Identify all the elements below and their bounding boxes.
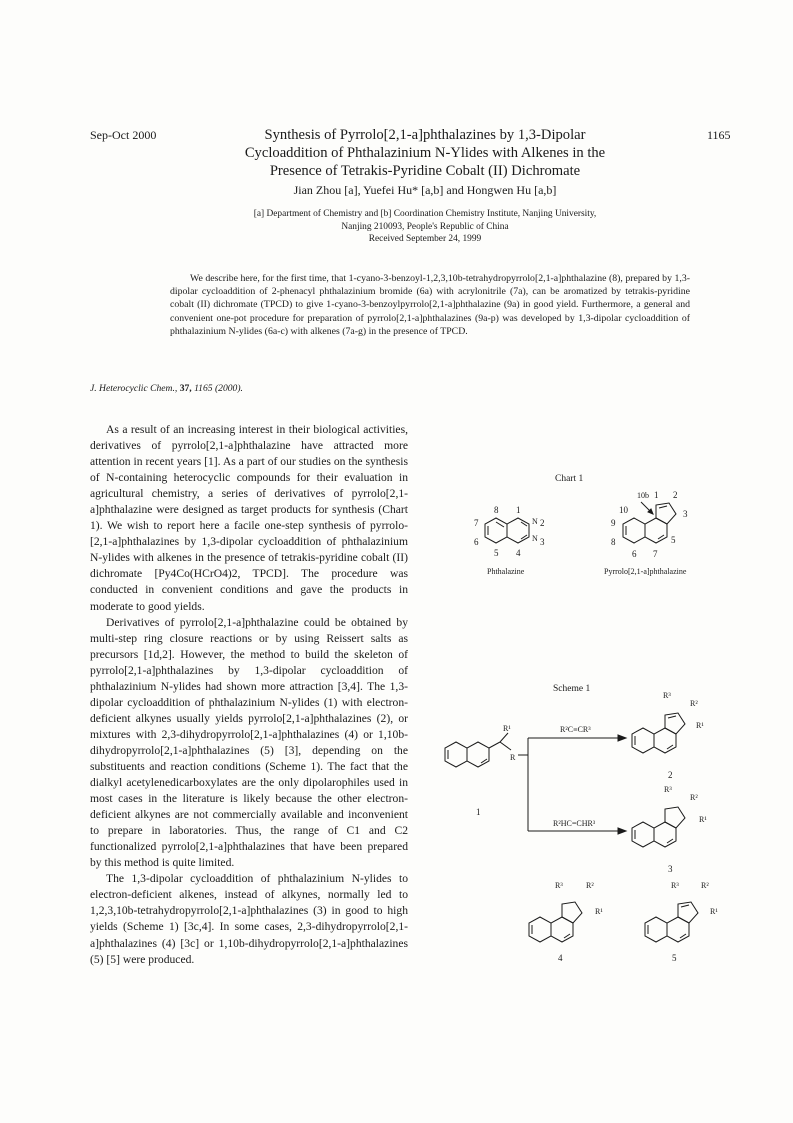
product-3-r3: R³	[664, 785, 672, 794]
pyrrolo-num-6: 7	[653, 549, 658, 559]
product-5-structure	[645, 902, 698, 942]
body-paragraph-2: Derivatives of pyrrolo[2,1-a]phthalazine could be obtained by multi-step ring closure reactions or by using Reissert salts as precursors [1d,2]. However, the method to build the skeleton of pyrrolo[2,1-a]phthalazines by 1,3-dipolar cycloaddition of phthalazinium N-ylides had shown more attraction [3,4]. The 1,3-dipolar cycloaddition of phthalazinium N-ylides (1) with electron-deficient alkynes usually yields pyrrolo[2,1-a]phthalazines (2), or mixtures with 2,3-dihydropyrrolo[2,1-a]phthalazines (4) or 1,10b-dihydropyrrolo[2,1-a]phthalazines (5) [3], depending on the substituents and reaction conditions (Scheme 1). The fact that the dialkyl acetylenedicarboxylates are the only dipolarophiles used in most cases in the literature is likely because the other electron-deficient alkynes are not commercially available and inconvenient to prepare in laboratories. Thus, the range of C1 and C2 functionalized pyrrolo[2,1-a]phthalazines that have been prepared by this method is quite limited.	[90, 615, 408, 870]
pyrrolo-num-8: 8	[611, 537, 616, 547]
phthalazine-name: Phthalazine	[487, 567, 525, 576]
phthalazine-n3: N	[532, 534, 538, 543]
phthalazine-num-8: 8	[494, 505, 499, 515]
compound-label-1: 1	[476, 807, 481, 817]
compound-label-5: 5	[672, 953, 677, 963]
citation-volume: 37,	[179, 383, 192, 394]
phthalazine-n2: N	[532, 517, 538, 526]
abstract: We describe here, for the first time, that 1-cyano-3-benzoyl-1,2,3,10b-tetrahydropyrrolo[2,1-a]phthalazine (8), prepared by 1,3-dipolar cycloaddition of 2-phenacyl phthalazinium bromide (6a) with acrylonitrile (7a), can be aromatized by tetrakis-pyridine cobalt (II) dichromate (TPCD) to give 1-cyano-3-benzoylpyrrolo[2,1-a]phthalazine (9a) in good yield. Furthermore, a general and convenient one-pot procedure for preparation of pyrrolo[2,1-a]phthalazines (9a-p) was developed by 1,3-dipolar cycloaddition of phthalazinium N-ylides (6a-c) with alkenes (7a-g) in the presence of TPCD.	[170, 273, 690, 337]
body-paragraph-3: The 1,3-dipolar cycloaddition of phthalazinium N-ylides to electron-deficient alkenes, instead of alkynes, normally led to 1,2,3,10b-tetrahydropyrrolo[2,1-a]phthalazines (3) in good to high yields (Scheme 1) [3c,4]. In some cases, 2,3-dihydropyrrolo[2,1-a]phthalazines (4) [3c] or 1,10b-dihydropyrrolo[2,1-a]phthalazines (5) [5] were produced.	[90, 872, 408, 966]
reagent-alkyne: R²C≡CR³	[560, 725, 591, 734]
chart-title: Chart 1	[555, 474, 584, 484]
pyrrolo-num-1: 1	[654, 490, 659, 500]
page-number: 1165	[707, 128, 731, 142]
ylide-sub-r: R	[510, 753, 516, 762]
title-line-2: Cycloaddition of Phthalazinium N-Ylides with Alkenes in the	[244, 145, 606, 161]
pyrrolophthalazine-structure	[623, 502, 676, 543]
product-5-r3: R³	[671, 881, 679, 890]
product-5-r1: R¹	[710, 907, 718, 916]
phthalazine-num-6: 6	[474, 537, 479, 547]
affiliation-line-2: Nanjing 210093, People's Republic of China	[341, 221, 509, 232]
running-header-date: Sep-Oct 2000	[90, 128, 157, 142]
compound-label-2: 2	[668, 770, 673, 780]
pyrrolo-num-3: 3	[683, 509, 688, 519]
product-2-r2: R²	[690, 699, 698, 708]
phthalazine-structure	[485, 518, 529, 543]
ylide-1-structure	[445, 733, 511, 767]
pyrrolo-num-7: 6	[632, 549, 637, 559]
pyrrolo-num-9: 9	[611, 518, 616, 528]
title-line-1: Synthesis of Pyrrolo[2,1-a]phthalazines by 1,3-Dipolar	[264, 127, 586, 143]
product-4-r2: R²	[586, 881, 594, 890]
phthalazine-num-7: 7	[474, 518, 479, 528]
title-line-3: Presence of Tetrakis-Pyridine Cobalt (II) Dichromate	[269, 163, 581, 179]
product-4-structure	[529, 902, 582, 942]
phthalazine-num-2: 2	[540, 518, 545, 528]
product-2-structure	[632, 713, 685, 753]
pyrrolo-num-5: 5	[671, 535, 676, 545]
product-5-r2: R²	[701, 881, 709, 890]
product-4-r3: R³	[555, 881, 563, 890]
pyrrolo-num-2: 2	[673, 490, 678, 500]
citation-pages: 1165 (2000).	[194, 383, 243, 394]
reagent-alkene: R²HC=CHR³	[553, 819, 596, 828]
scheme-title: Scheme 1	[553, 684, 591, 694]
phthalazine-num-1: 1	[516, 505, 521, 515]
phthalazine-num-3: 3	[540, 537, 545, 547]
product-3-structure	[632, 807, 685, 847]
product-2-r1: R¹	[696, 721, 704, 730]
phthalazine-num-5: 5	[494, 548, 499, 558]
received-date: Received September 24, 1999	[368, 234, 482, 245]
compound-label-3: 3	[668, 864, 673, 874]
pyrrolo-name: Pyrrolo[2,1-a]phthalazine	[604, 567, 687, 576]
compound-label-4: 4	[558, 953, 563, 963]
product-4-r1: R¹	[595, 907, 603, 916]
pyrrolo-num-10: 10	[619, 505, 628, 515]
phthalazine-num-4: 4	[516, 548, 521, 558]
product-3-r2: R²	[690, 793, 698, 802]
affiliation-line-1: [a] Department of Chemistry and [b] Coordination Chemistry Institute, Nanjing University,	[253, 209, 597, 219]
pyrrolo-num-10b: 10b	[637, 491, 649, 500]
ylide-sub-r1: R¹	[503, 724, 511, 733]
body-paragraph-1: As a result of an increasing interest in their biological activities, derivatives of pyrrolo[2,1-a]phthalazine have attracted more attention in recent years [1]. As a part of our studies on the synthesis of N-containing heterocyclic compounds for their evaluation in agricultural chemistry, a series of derivatives of pyrrolo[2,1-a]phthalazine were designed as target products for synthesis (Chart 1). We wish to report here a facile one-step synthesis of pyrrolo-[2,1-a]phthalazines by 1,3-dipolar cycloaddition of phthalazinium N-ylides with alkenes in the presence of tetrakis-pyridine cobalt (II) dichromate [Py4Co(HCrO4)2, TPCD]. The procedure was conducted in convenient conditions and gave the products in moderate to good yields.	[90, 423, 408, 613]
author-list: Jian Zhou [a], Yuefei Hu* [a,b] and Hongwen Hu [a,b]	[293, 183, 557, 197]
citation-journal: J. Heterocyclic Chem.,	[90, 383, 178, 394]
product-3-r1: R¹	[699, 815, 707, 824]
product-2-r3: R³	[663, 691, 671, 700]
